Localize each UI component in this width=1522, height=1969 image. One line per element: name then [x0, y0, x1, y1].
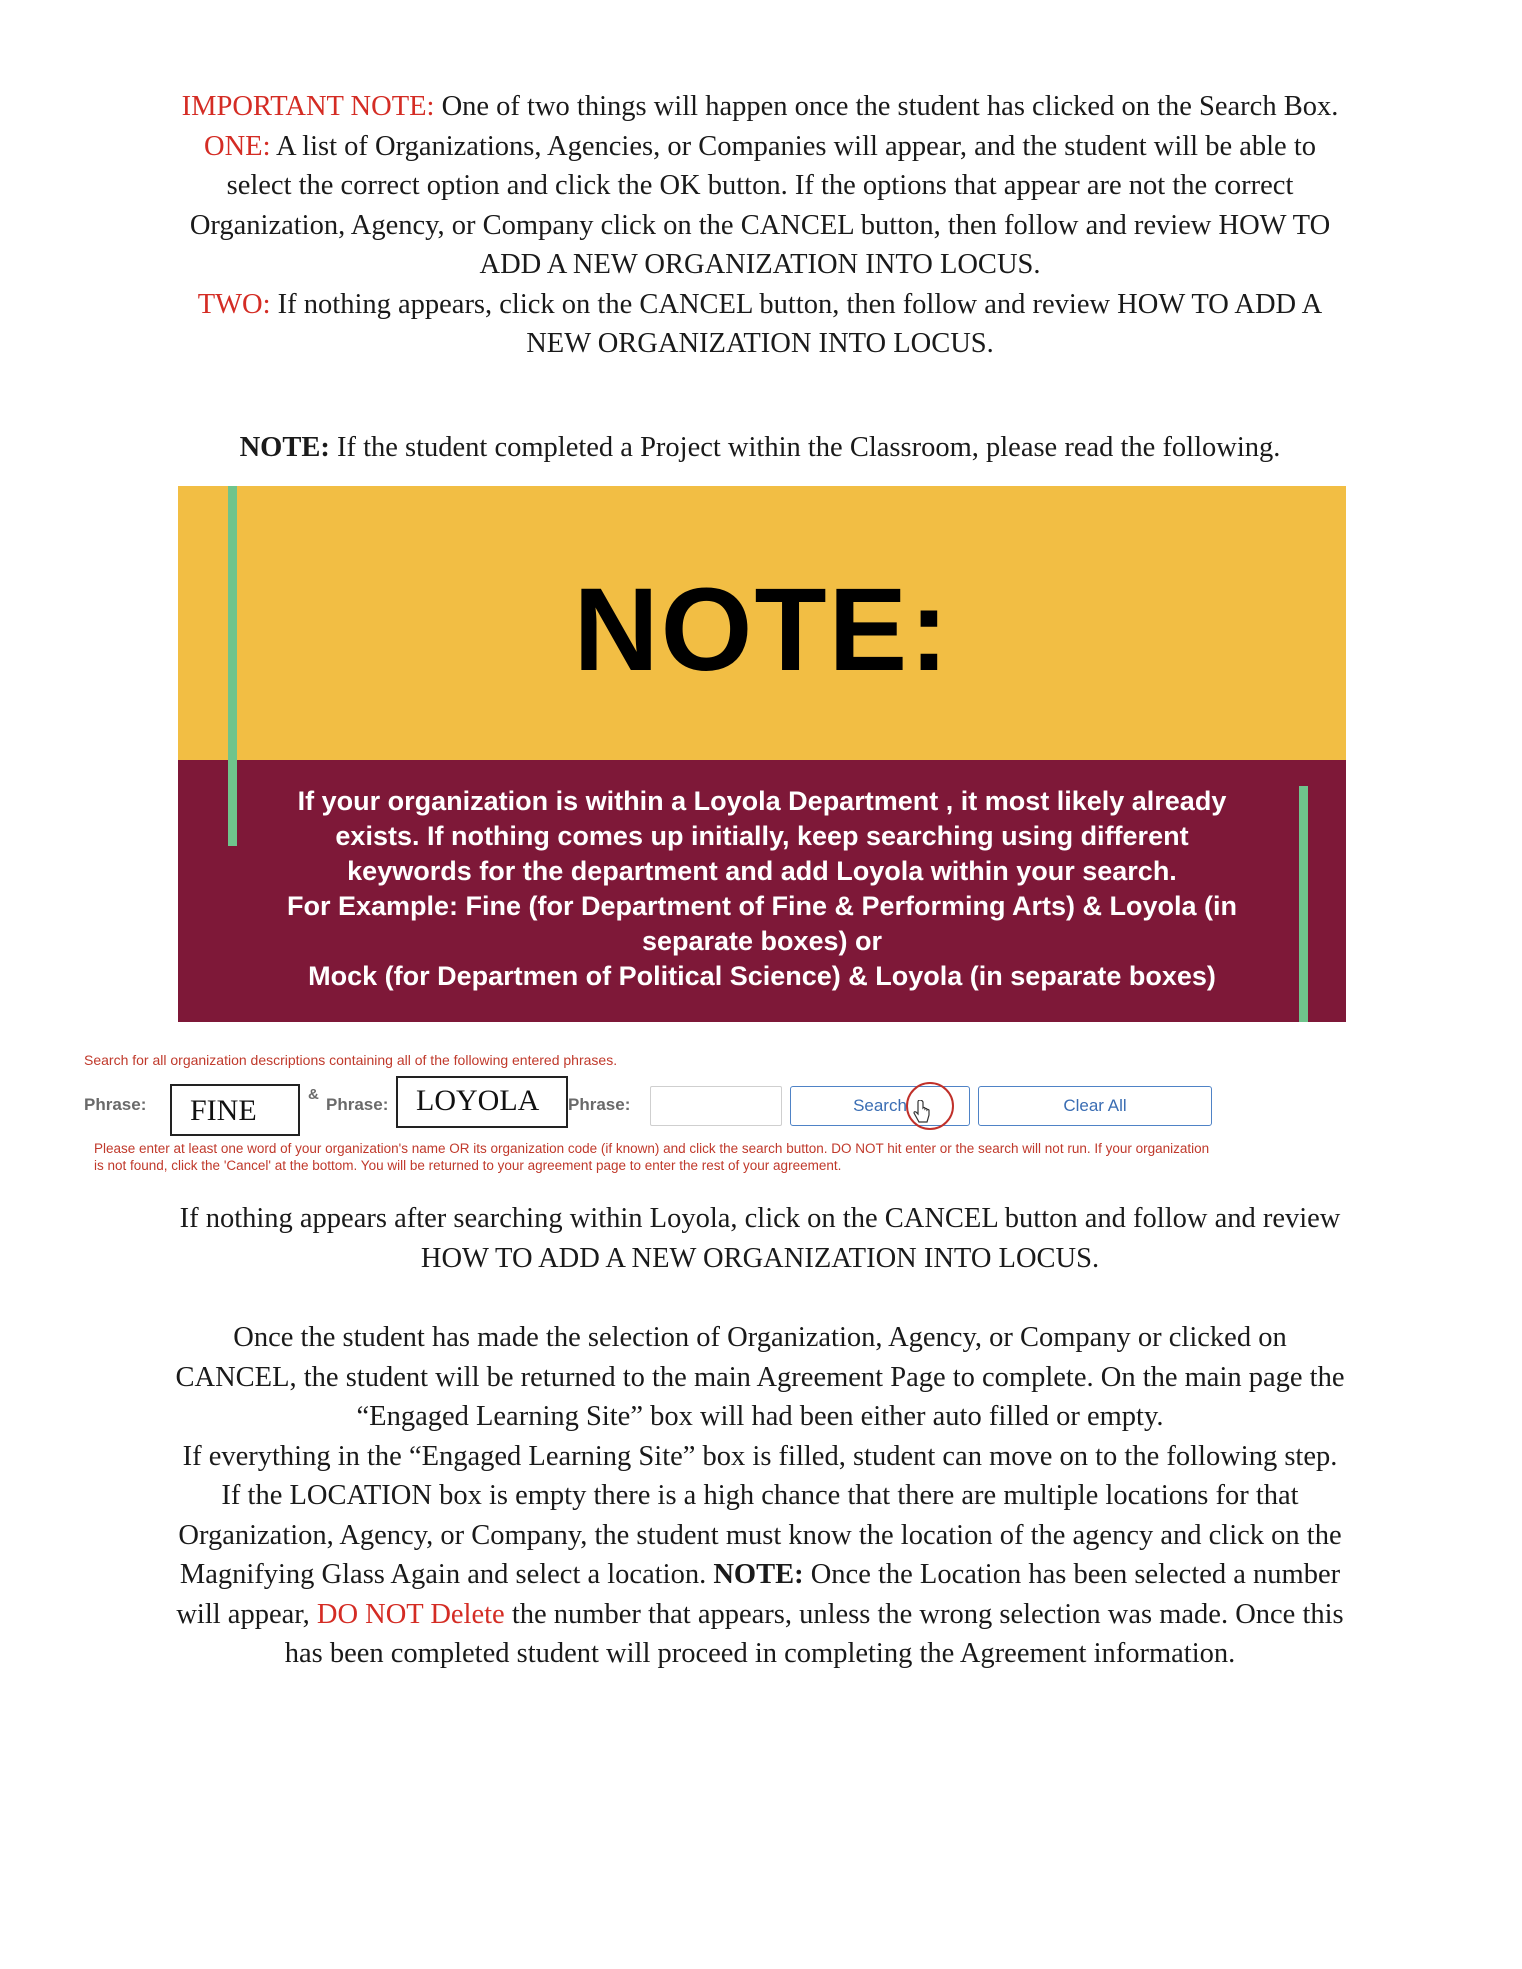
banner-accent-bar-right: [1299, 786, 1308, 1022]
search-button[interactable]: Search: [790, 1086, 970, 1126]
search-hint: [94, 1140, 1354, 1174]
phrase-label-1: Phrase:: [84, 1095, 147, 1114]
phrase-input-1[interactable]: FINE: [170, 1084, 300, 1136]
banner-line-2: exists. If nothing comes up initially, keep searching using different: [335, 821, 1189, 851]
option-one-label: ONE:: [204, 130, 271, 162]
project-note: [170, 428, 1350, 468]
banner-line-6: Mock (for Departmen of Political Science) & Loyola (in separate boxes): [308, 961, 1216, 991]
note-banner: [178, 486, 1346, 1022]
phrase-input-3[interactable]: [650, 1086, 782, 1126]
banner-line-1: If your organization is within a Loyola Department , it most likely already: [297, 786, 1227, 816]
banner-line-5: separate boxes) or: [641, 926, 883, 956]
phrase-input-2[interactable]: LOYOLA: [396, 1076, 568, 1128]
clear-all-button[interactable]: Clear All: [978, 1086, 1212, 1126]
intro-paragraph: [170, 87, 1350, 364]
search-hint-line-1: Please enter at least one word of your organization's name OR its organization code (if known) and click the search button. DO NOT hit enter or the search will not run. If your organization: [94, 1141, 1210, 1156]
important-note-label: IMPORTANT NOTE:: [181, 91, 435, 122]
option-one-text: A list of Organizations, Agencies, or Companies will appear, and the student will be able to select the correct option and click the OK button. If the options that appear are not the correct Organization, Agency, or Company click on the CANCEL button, then follow and review HOW TO ADD A NEW ORGANIZATION INTO LOCUS.: [189, 130, 1331, 280]
hand-cursor-icon: [912, 1100, 932, 1126]
option-two-label: TWO:: [197, 288, 271, 320]
do-not-delete-label: DO NOT Delete: [316, 1598, 505, 1630]
ampersand-label: &: [308, 1086, 319, 1103]
phrase-label-3: Phrase:: [568, 1095, 631, 1114]
final-paragraph: [170, 1318, 1350, 1674]
search-hint-line-2: is not found, click the 'Cancel' at the bottom. You will be returned to your agreement page to enter the rest of your agreement.: [94, 1158, 842, 1173]
project-note-text: If the student completed a Project within the Classroom, please read the following.: [329, 432, 1281, 463]
final-text-4: the number that appears, unless the wrong selection was made. Once this has been completed student will proceed in completing the Agreement information.: [284, 1598, 1344, 1669]
banner-line-4: For Example: Fine (for Department of Fine & Performing Arts) & Loyola (in: [286, 891, 1238, 921]
search-caption: Search for all organization descriptions containing all of the following entered phrases.: [84, 1052, 618, 1068]
final-text-3: Once the Location has been selected a number will appear,: [176, 1559, 1341, 1630]
final-text-2: If everything in the “Engaged Learning Site” box is filled, student can move on to the following step. If the LOCATION box is empty there is a high chance that there are multiple locations for that Organization, Agency, or Company, the student must know the location of the agency and click on the Magnifying Glass Again and select a location.: [178, 1440, 1342, 1590]
banner-heading: NOTE:: [573, 564, 951, 696]
banner-body: [238, 784, 1286, 994]
search-form: [80, 1048, 1350, 1180]
final-text-1: Once the student has made the selection of Organization, Agency, or Company or clicked on CANCEL, the student will be returned to the main Agreement Page to complete. On the main page the “Engaged Learning Site” box will had been either auto filled or empty.: [175, 1322, 1345, 1432]
final-note-label: NOTE:: [713, 1559, 804, 1590]
phrase-label-2: Phrase:: [326, 1095, 389, 1114]
important-note-text: One of two things will happen once the student has clicked on the Search Box.: [434, 91, 1339, 122]
after-search-paragraph: If nothing appears after searching within Loyola, click on the CANCEL button and follow and review HOW TO ADD A NEW ORGANIZATION INTO LOCUS.: [179, 1203, 1341, 1274]
project-note-label: NOTE:: [239, 432, 330, 463]
banner-line-3: keywords for the department and add Loyola within your search.: [347, 856, 1177, 886]
option-two-text: If nothing appears, click on the CANCEL button, then follow and review HOW TO ADD A NEW ORGANIZATION INTO LOCUS.: [270, 288, 1323, 359]
